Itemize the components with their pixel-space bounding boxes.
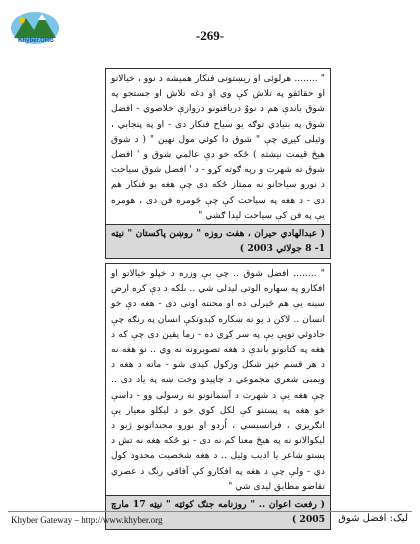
khyber-logo <box>8 8 62 54</box>
footer-divider <box>8 511 412 512</box>
quote-1-source: ( عبدالهادي حیران ، هفت روزه " روښن پاکستان " نیټه 1- 8 جولائي 2003 ) <box>106 224 330 258</box>
footer-website: Khyber Gateway – http://www.khyber.org <box>11 515 163 525</box>
logo-text: Khyber.ORG <box>18 38 54 44</box>
page-number: -269- <box>195 28 225 43</box>
footer-author: لیک: افضل شوق <box>338 513 408 524</box>
quote-2-body: " ........ افضل شوق .. چې بې وزره د خپلو خیالاتو او افکارو په سهاره الوتی لیدلی شي .. بلکه د دې کره ارض سینه یې هم څیرلی ده او محنته اوتی دی - هغه دې خو انسان .. لاکن د یو نه ښکاره کېدونکې انسان په رنګه چې جادوئي توپې یې په سر کړي ده - زما یقین دی چې که د هغه په کتابونو باندې د هغه تصویرونه نه وي .. نو هغه نه د هر قسم خپز شکل وزکول کېدی شو - ماته د هغه د ویمبی شعري مجموعي د چاپیدو وخت ښه په یاد دی .. چې هغه یې د شهرت د آسمانونو نه رسولی وو - داسې خو هغه په پښتنو کې لکل کوي خو د لیکلو معیار یې انګریزي ، فرانسیسي ، اُردو او نورو محنداتونو ژبو د لیکوالانو نه په هیڅ معنا کم نه دی - نو ځکه هغه نه تش د پښتو شاعر یا ادیب وئیل .. د هغه شخصیت محدود کول دي - ولې چې د هغه په افکارو کې آفاقي رنګ د عصري تقاضو مطابق لیدی شي " <box>111 268 325 492</box>
quote-1-body: " ........ هرلوئی او ریښتونی فنکار همیشه د نوو ، خیالاتو او حقائقو په تلاش کې وي او دغه تلاش او جستجو په شوق باندې هم د نووٌ دریافتونو دروازې خلاصوي - افضل شوق په بنیادي توګه یو سیاح فنکار دی - او په پنجابي ، وئیلی کیږي چې " شوق دا کوئي مول نهین " ( د شوق هیڅ قیمت نیشته ) ځکه خو دې عالمي شوق و ' افضل شوق ته شهرت و رپه ګوته کړو - د ' افضل شوق سیاحت د نورو سیاحانو نه ممتاز ځکه دی چې هغه یو فنکار هم دی - د هغه په سیاحت کې چې څومره فن دی ، هومره یې په فن کې سیاحت لیدا ګشي " <box>111 73 325 221</box>
quote-box-2 <box>105 263 331 530</box>
quote-2-source: ( رفعت اعوان .. " روزنامه جنګ کوئټه " نیټه 17 مارچ 2005 ) <box>106 495 330 529</box>
quote-box-1 <box>105 68 331 259</box>
